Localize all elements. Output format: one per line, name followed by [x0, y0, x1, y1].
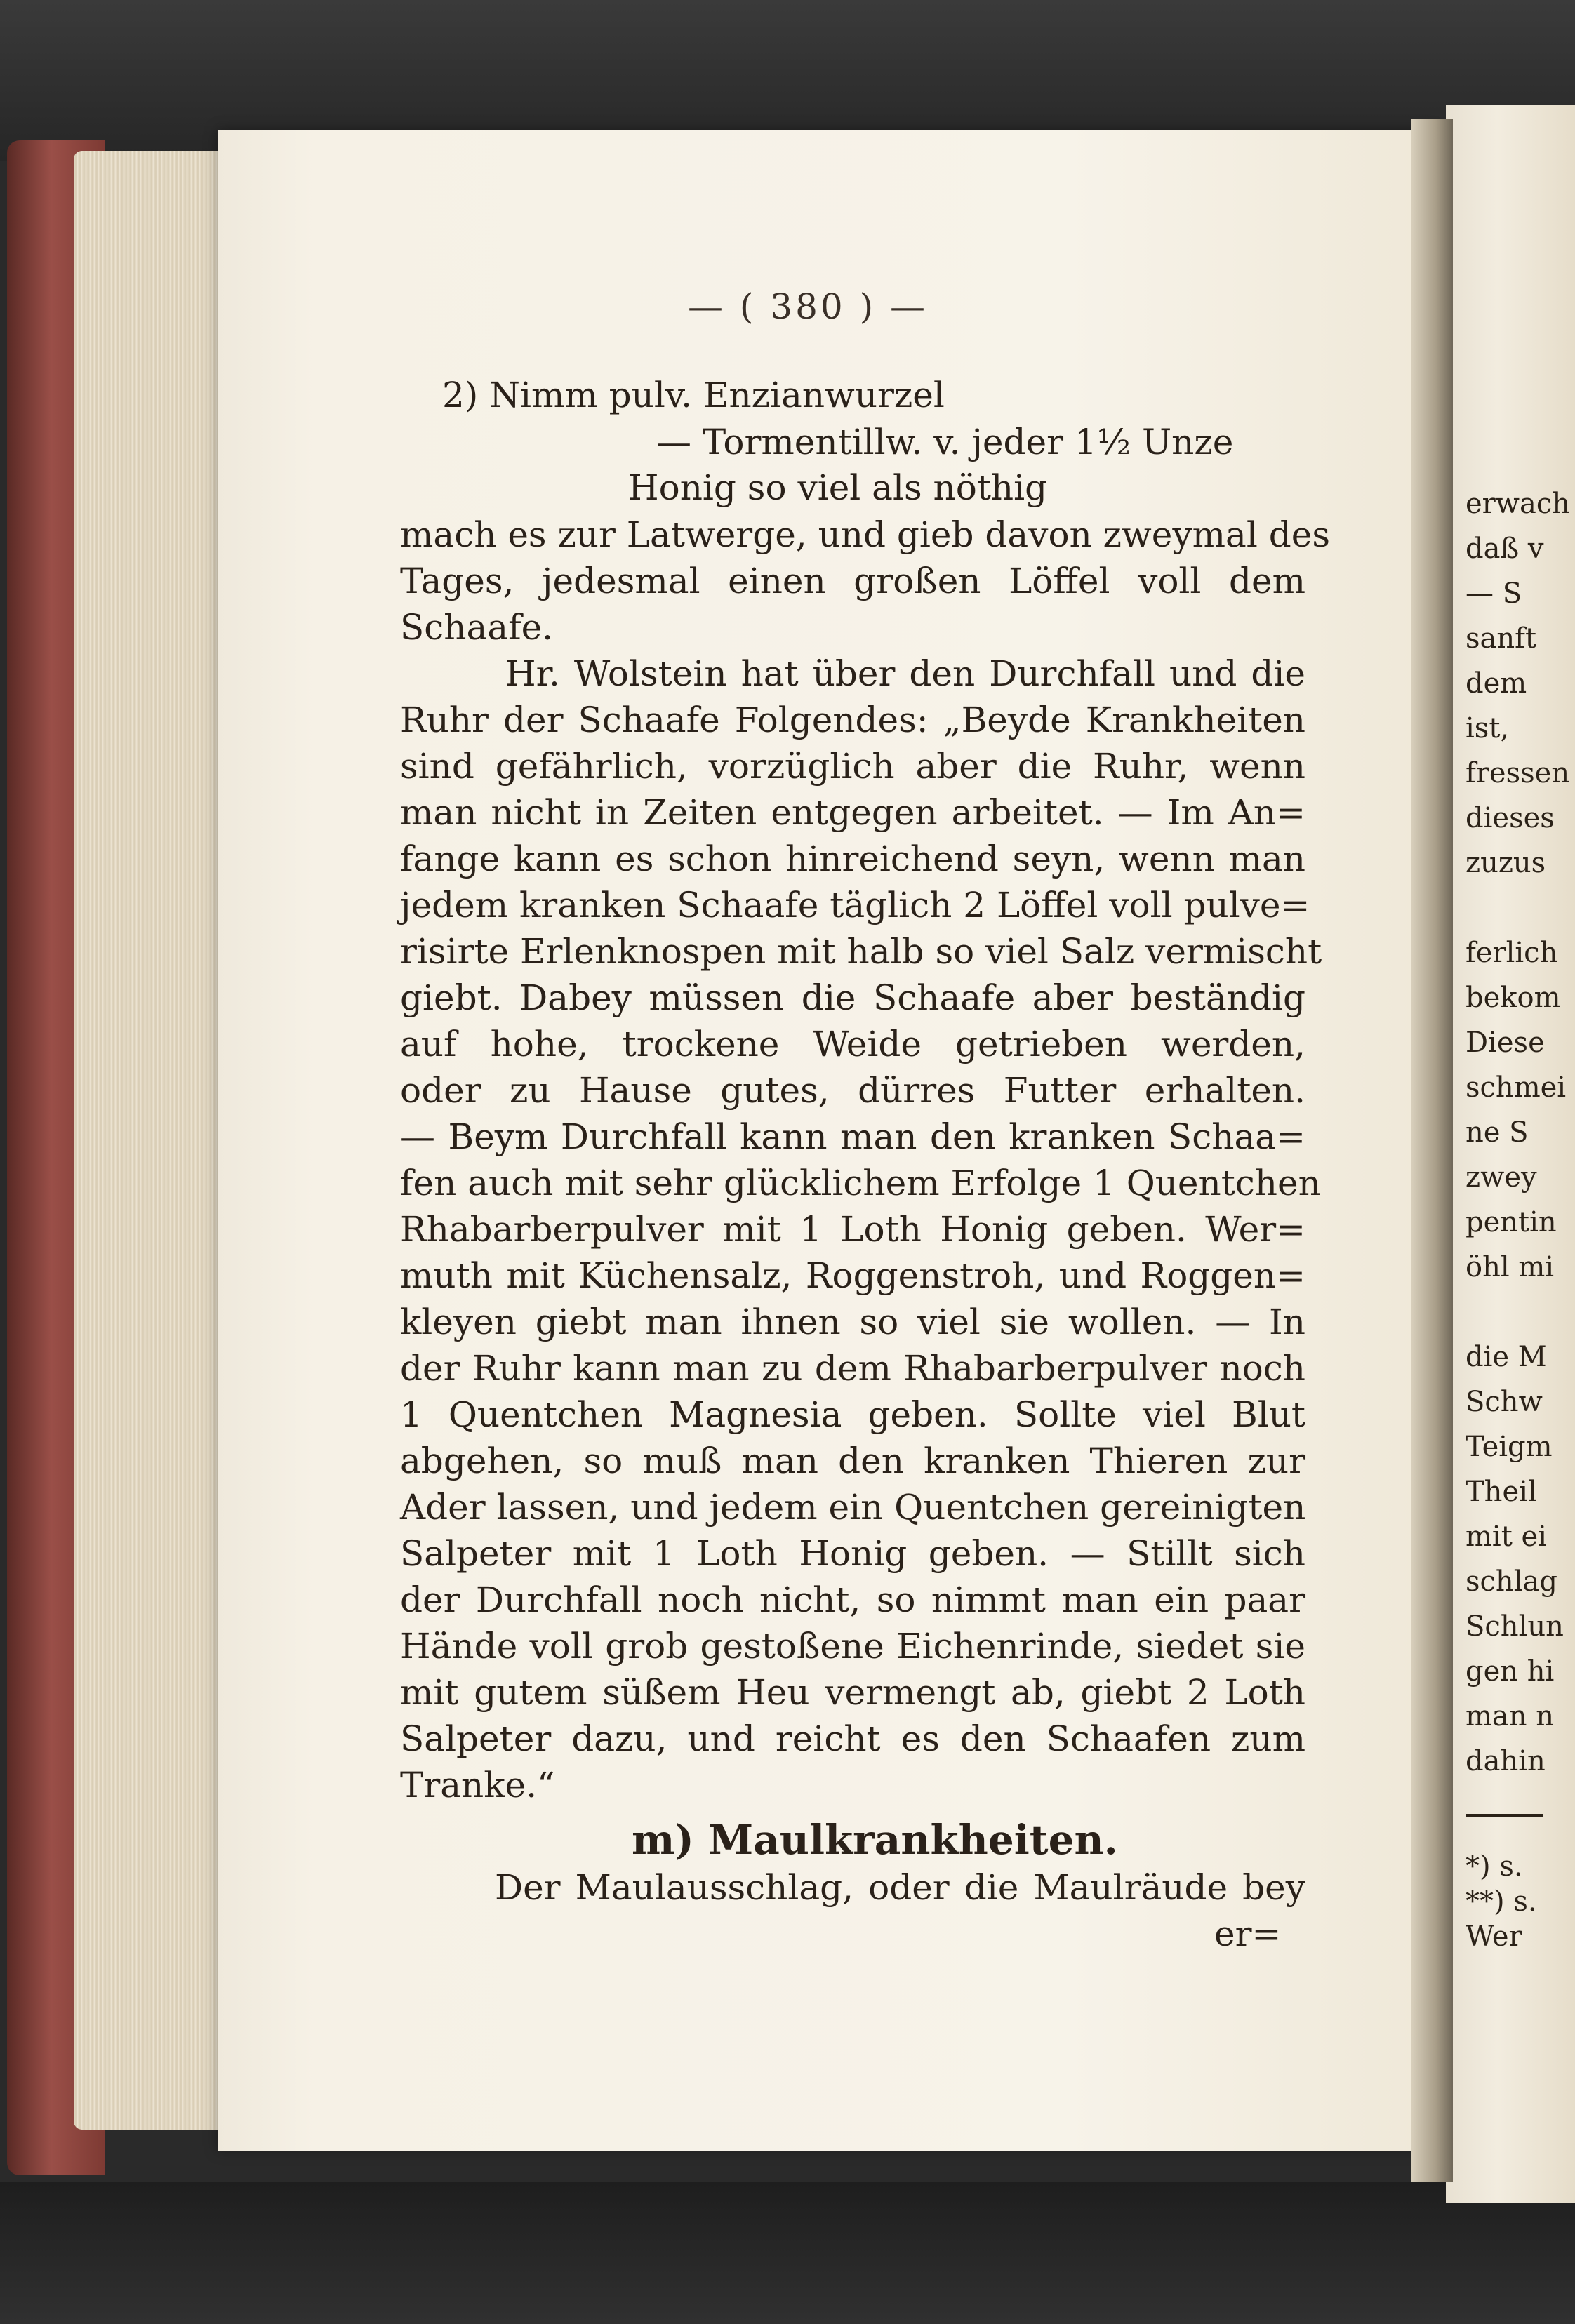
text-line: fange kann es schon hinreichend seyn, wenn man [400, 839, 1305, 879]
text-line: giebt. Dabey müssen die Schaafe aber beständig [400, 977, 1305, 1018]
text-line: Rhabarberpulver mit 1 Loth Honig geben. Wer= [400, 1209, 1305, 1250]
facing-page-line: schmei [1466, 1071, 1567, 1104]
facing-page-line: schlag [1466, 1565, 1557, 1598]
text-line: Tranke.“ [400, 1765, 555, 1805]
facing-page-line: ne S [1466, 1116, 1529, 1149]
text-line: oder zu Hause gutes, dürres Futter erhalten. [400, 1070, 1305, 1111]
text-line: mach es zur Latwerge, und gieb davon zweymal des [400, 514, 1330, 555]
facing-page-line: zwey [1466, 1161, 1537, 1194]
text-line: Salpeter dazu, und reicht es den Schaafen zum [400, 1718, 1305, 1759]
facing-page-line: pentin [1466, 1206, 1557, 1238]
text-line: — Beym Durchfall kann man den kranken Schaa= [400, 1116, 1305, 1157]
facing-page-line: ist, [1466, 712, 1510, 744]
text-line: kleyen giebt man ihnen so viel sie wollen. — In [400, 1302, 1305, 1342]
facing-page-line: die M [1466, 1341, 1547, 1373]
facing-page-footnote: **) s. [1466, 1885, 1537, 1918]
facing-page-line: zuzus [1466, 847, 1546, 879]
text-line: der Ruhr kann man zu dem Rhabarberpulver noch [400, 1348, 1305, 1389]
text-line: 1 Quentchen Magnesia geben. Sollte viel Blut [400, 1394, 1305, 1435]
facing-page [1446, 105, 1575, 2203]
facing-page-line: gen hi [1466, 1655, 1555, 1688]
facing-page-line: Schlun [1466, 1610, 1564, 1643]
text-line: muth mit Küchensalz, Roggenstroh, und Roggen= [400, 1255, 1305, 1296]
text-line: der Durchfall noch nicht, so nimmt man ein paar [400, 1580, 1305, 1620]
text-line: Hr. Wolstein hat über den Durchfall und die [505, 653, 1305, 694]
text-line: abgehen, so muß man den kranken Thieren zur [400, 1441, 1305, 1481]
text-line: 2) Nimm pulv. Enzianwurzel [442, 375, 945, 415]
facing-page-line: dahin [1466, 1745, 1546, 1777]
page-number: — ( 380 ) — [688, 286, 929, 327]
text-line: sind gefährlich, vorzüglich aber die Ruhr, wenn [400, 746, 1305, 787]
facing-page-line: ferlich [1466, 937, 1558, 969]
background-bottom [0, 2182, 1575, 2324]
facing-page-line: erwach [1466, 488, 1571, 520]
text-line: Salpeter mit 1 Loth Honig geben. — Stillt sich [400, 1533, 1305, 1574]
text-line: fen auch mit sehr glücklichem Erfolge 1 Quentchen [400, 1163, 1321, 1203]
footnote-rule [1466, 1814, 1543, 1817]
facing-page-line: man n [1466, 1700, 1555, 1732]
text-line: Tages, jedesmal einen großen Löffel voll dem [400, 561, 1305, 601]
text-line: auf hohe, trockene Weide getrieben werden, [400, 1024, 1305, 1064]
facing-page-line: öhl mi [1466, 1251, 1555, 1283]
text-line: Schaafe. [400, 607, 554, 648]
facing-page-line: Diese [1466, 1027, 1545, 1059]
facing-page-line: Teigm [1466, 1431, 1553, 1463]
facing-page-footnote: *) s. [1466, 1850, 1523, 1883]
text-line: Ruhr der Schaafe Folgendes: „Beyde Krankheiten [400, 700, 1305, 740]
text-line: — Tormentillw. v. jeder 1½ Unze [656, 422, 1234, 462]
text-line: Hände voll grob gestoßene Eichenrinde, siedet sie [400, 1626, 1305, 1667]
facing-page-line: sanft [1466, 622, 1537, 655]
page-edges [74, 151, 221, 2130]
text-line: Ader lassen, und jedem ein Quentchen gereinigten [400, 1487, 1306, 1528]
text-line: Honig so viel als nöthig [628, 467, 1048, 508]
text-line: man nicht in Zeiten entgegen arbeitet. — Im An= [400, 792, 1305, 833]
facing-page-footnote: Wer [1466, 1921, 1522, 1953]
facing-page-line: dem [1466, 667, 1527, 700]
facing-page-line: mit ei [1466, 1521, 1547, 1553]
facing-page-line: Theil [1466, 1476, 1537, 1508]
facing-page-line: Schw [1466, 1386, 1543, 1418]
page-gutter [1411, 119, 1453, 2182]
text-line: risirte Erlenknospen mit halb so viel Salz vermischt [400, 931, 1322, 972]
catchword: er= [1214, 1914, 1282, 1954]
facing-page-line: fressen [1466, 757, 1570, 789]
text-line: jedem kranken Schaafe täglich 2 Löffel voll pulve= [400, 885, 1310, 926]
section-heading: m) Maulkrankheiten. [632, 1816, 1118, 1864]
text-line: Der Maulausschlag, oder die Maulräude bey [495, 1867, 1305, 1908]
facing-page-line: daß v [1466, 533, 1544, 565]
text-line: mit gutem süßem Heu vermengt ab, giebt 2 Loth [400, 1672, 1305, 1713]
facing-page-line: bekom [1466, 982, 1561, 1014]
facing-page-line: dieses [1466, 802, 1555, 834]
facing-page-line: — S [1466, 577, 1522, 610]
